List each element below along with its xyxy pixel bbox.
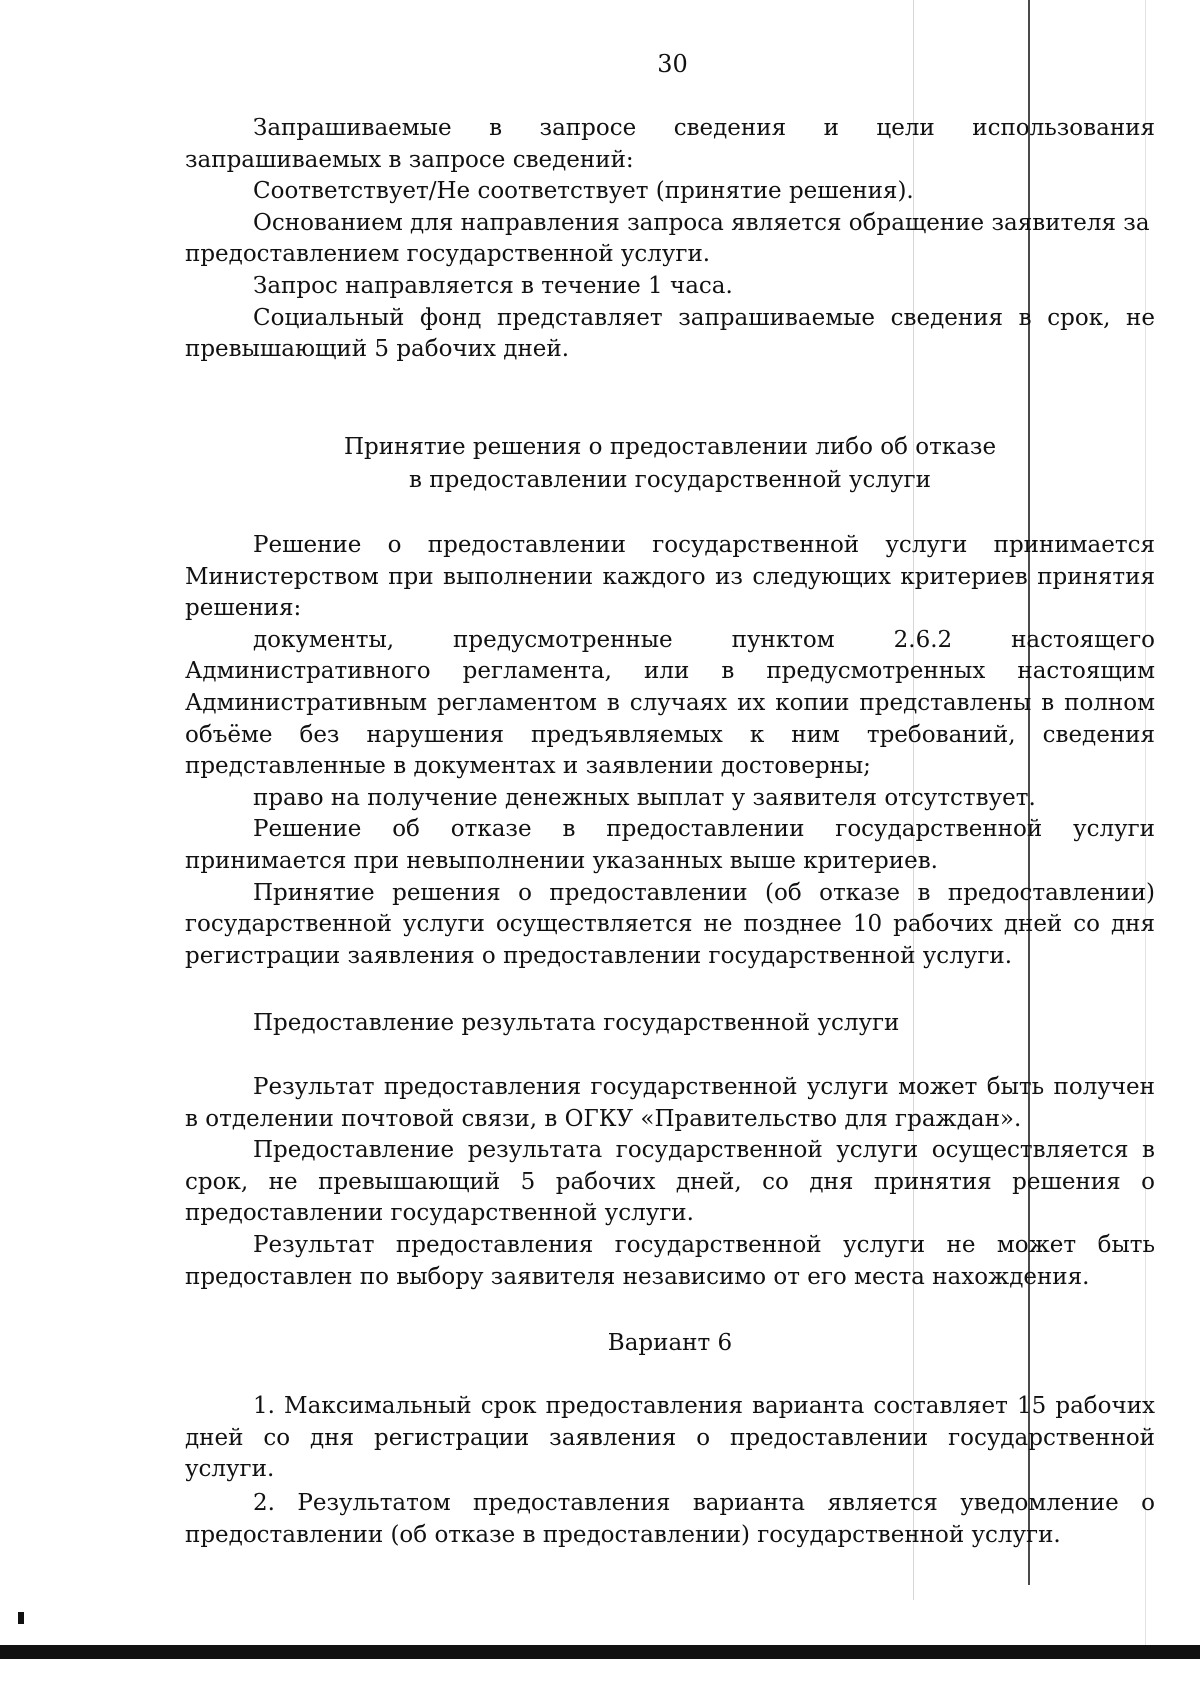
paragraph: Запрос направляется в течение 1 часа. [253,272,733,299]
paragraph: Предоставление результата государственной услуги осуществляется в срок, не превышающий 5 рабочих дней, со дня принятия решения о предоставлении государственной услуги. [185,1137,1155,1227]
section-heading: Предоставление результата государственной услуги [253,1010,900,1036]
section-heading [185,431,1155,497]
variant-item [185,1391,1155,1486]
scan-artifact-mark [18,1612,24,1624]
heading-line: Принятие решения о предоставлении либо об отказе [343,434,997,460]
paragraph: Основанием для направления запроса является обращение заявителя за предоставлением государственной услуги. [185,209,1150,268]
request-info-section [185,113,1155,366]
paragraph: Запрашиваемые в запросе сведения и цели использования запрашиваемых в запросе сведений: [185,115,1155,173]
paragraph: 2. Результатом предоставления варианта является уведомление о предоставлении (об отказе в предоставлении) государственной услуги. [185,1490,1155,1548]
paragraph: 1. Максимальный срок предоставления варианта составляет 15 рабочих дней со дня регистрации заявления о предоставлении государственной услуги. [185,1393,1155,1483]
paragraph: Соответствует/Не соответствует (принятие решения). [253,178,914,205]
variant-item [185,1488,1155,1551]
result-delivery-section [185,1072,1155,1293]
paragraph: Социальный фонд представляет запрашиваемые сведения в срок, не превышающий 5 рабочих дней. [185,304,1155,363]
heading-line: в предоставлении государственной услуги [409,467,931,493]
decision-criteria-section [185,530,1155,972]
scan-bottom-border [0,1645,1200,1659]
paragraph: Принятие решения о предоставлении (об отказе в предоставлении) государственной услуги осуществляется не позднее 10 рабочих дней со дня регистрации заявления о предоставлении государственной услуги. [185,879,1155,969]
paragraph: документы, предусмотренные пунктом 2.6.2 настоящего Административного регламента, или в предусмотренных настоящим Административным регламентом в случаях их копии представлены в полном объёме без нарушения предъявляемых к ним требований, сведения представленные в документах и заявлении достоверны; [185,626,1155,780]
paragraph: Результат предоставления государственной услуги не может быть предоставлен по выбору заявителя независимо от его места нахождения. [185,1231,1155,1290]
page-number: 30 [657,50,688,78]
variant-heading: Вариант 6 [607,1330,733,1356]
paragraph: право на получение денежных выплат у заявителя отсутствует. [253,784,1036,811]
paragraph: Результат предоставления государственной услуги может быть получен в отделении почтовой связи, в ОГКУ «Правительство для граждан». [185,1074,1155,1132]
paragraph: Решение об отказе в предоставлении государственной услуги принимается при невыполнении указанных выше критериев. [185,816,1155,874]
paragraph: Решение о предоставлении государственной услуги принимается Министерством при выполнении каждого из следующих критериев принятия решения: [185,532,1155,622]
